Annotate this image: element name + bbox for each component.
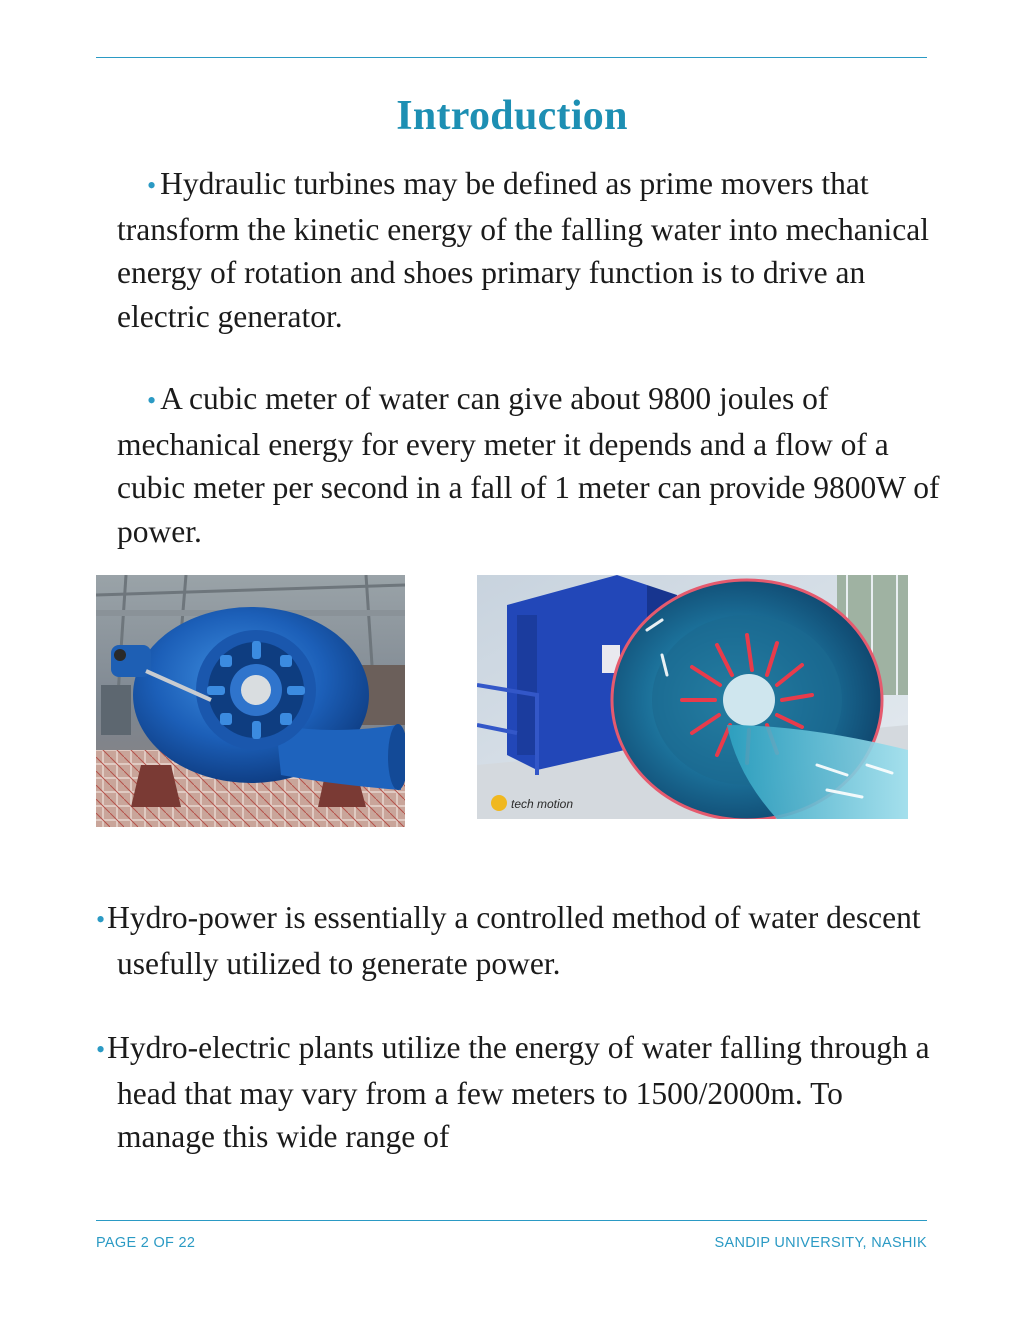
bullet-icon: • bbox=[147, 386, 157, 415]
paragraph-hydro-power bbox=[96, 896, 947, 985]
paragraph-hydro-electric bbox=[96, 1026, 947, 1159]
bullet-icon: • bbox=[96, 905, 106, 934]
bullet-icon: • bbox=[147, 171, 157, 200]
turbine-flow-render bbox=[477, 575, 908, 819]
paragraph-text: Hydraulic turbines may be defined as prime movers that transform the kinetic energy of the falling water into mechanical energy of rotation and shoes primary function is to drive an electric generator. bbox=[117, 166, 929, 334]
paragraph-text: Hydro-electric plants utilize the energy of water falling through a head that may vary from a few meters to 1500/2000m. To manage this wide range of bbox=[107, 1030, 930, 1154]
page-number: PAGE 2 OF 22 bbox=[96, 1235, 196, 1251]
paragraph-text: A cubic meter of water can give about 9800 joules of mechanical energy for every meter it depends and a flow of a cubic meter per second in a fall of 1 meter can provide 9800W of power. bbox=[117, 381, 940, 549]
watermark-text: tech motion bbox=[511, 797, 574, 811]
institution-name: SANDIP UNIVERSITY, NASHIK bbox=[714, 1235, 927, 1251]
francis-turbine-photo bbox=[96, 575, 405, 827]
bullet-icon: • bbox=[96, 1035, 106, 1064]
header-rule bbox=[96, 57, 927, 58]
paragraph-text: Hydro-power is essentially a controlled method of water descent usefully utilized to generate power. bbox=[107, 900, 921, 981]
page-title: Introduction bbox=[396, 93, 628, 139]
paragraph-hydraulic-turbines bbox=[117, 162, 947, 338]
paragraph-cubic-meter bbox=[117, 377, 947, 553]
footer-rule bbox=[96, 1220, 927, 1221]
